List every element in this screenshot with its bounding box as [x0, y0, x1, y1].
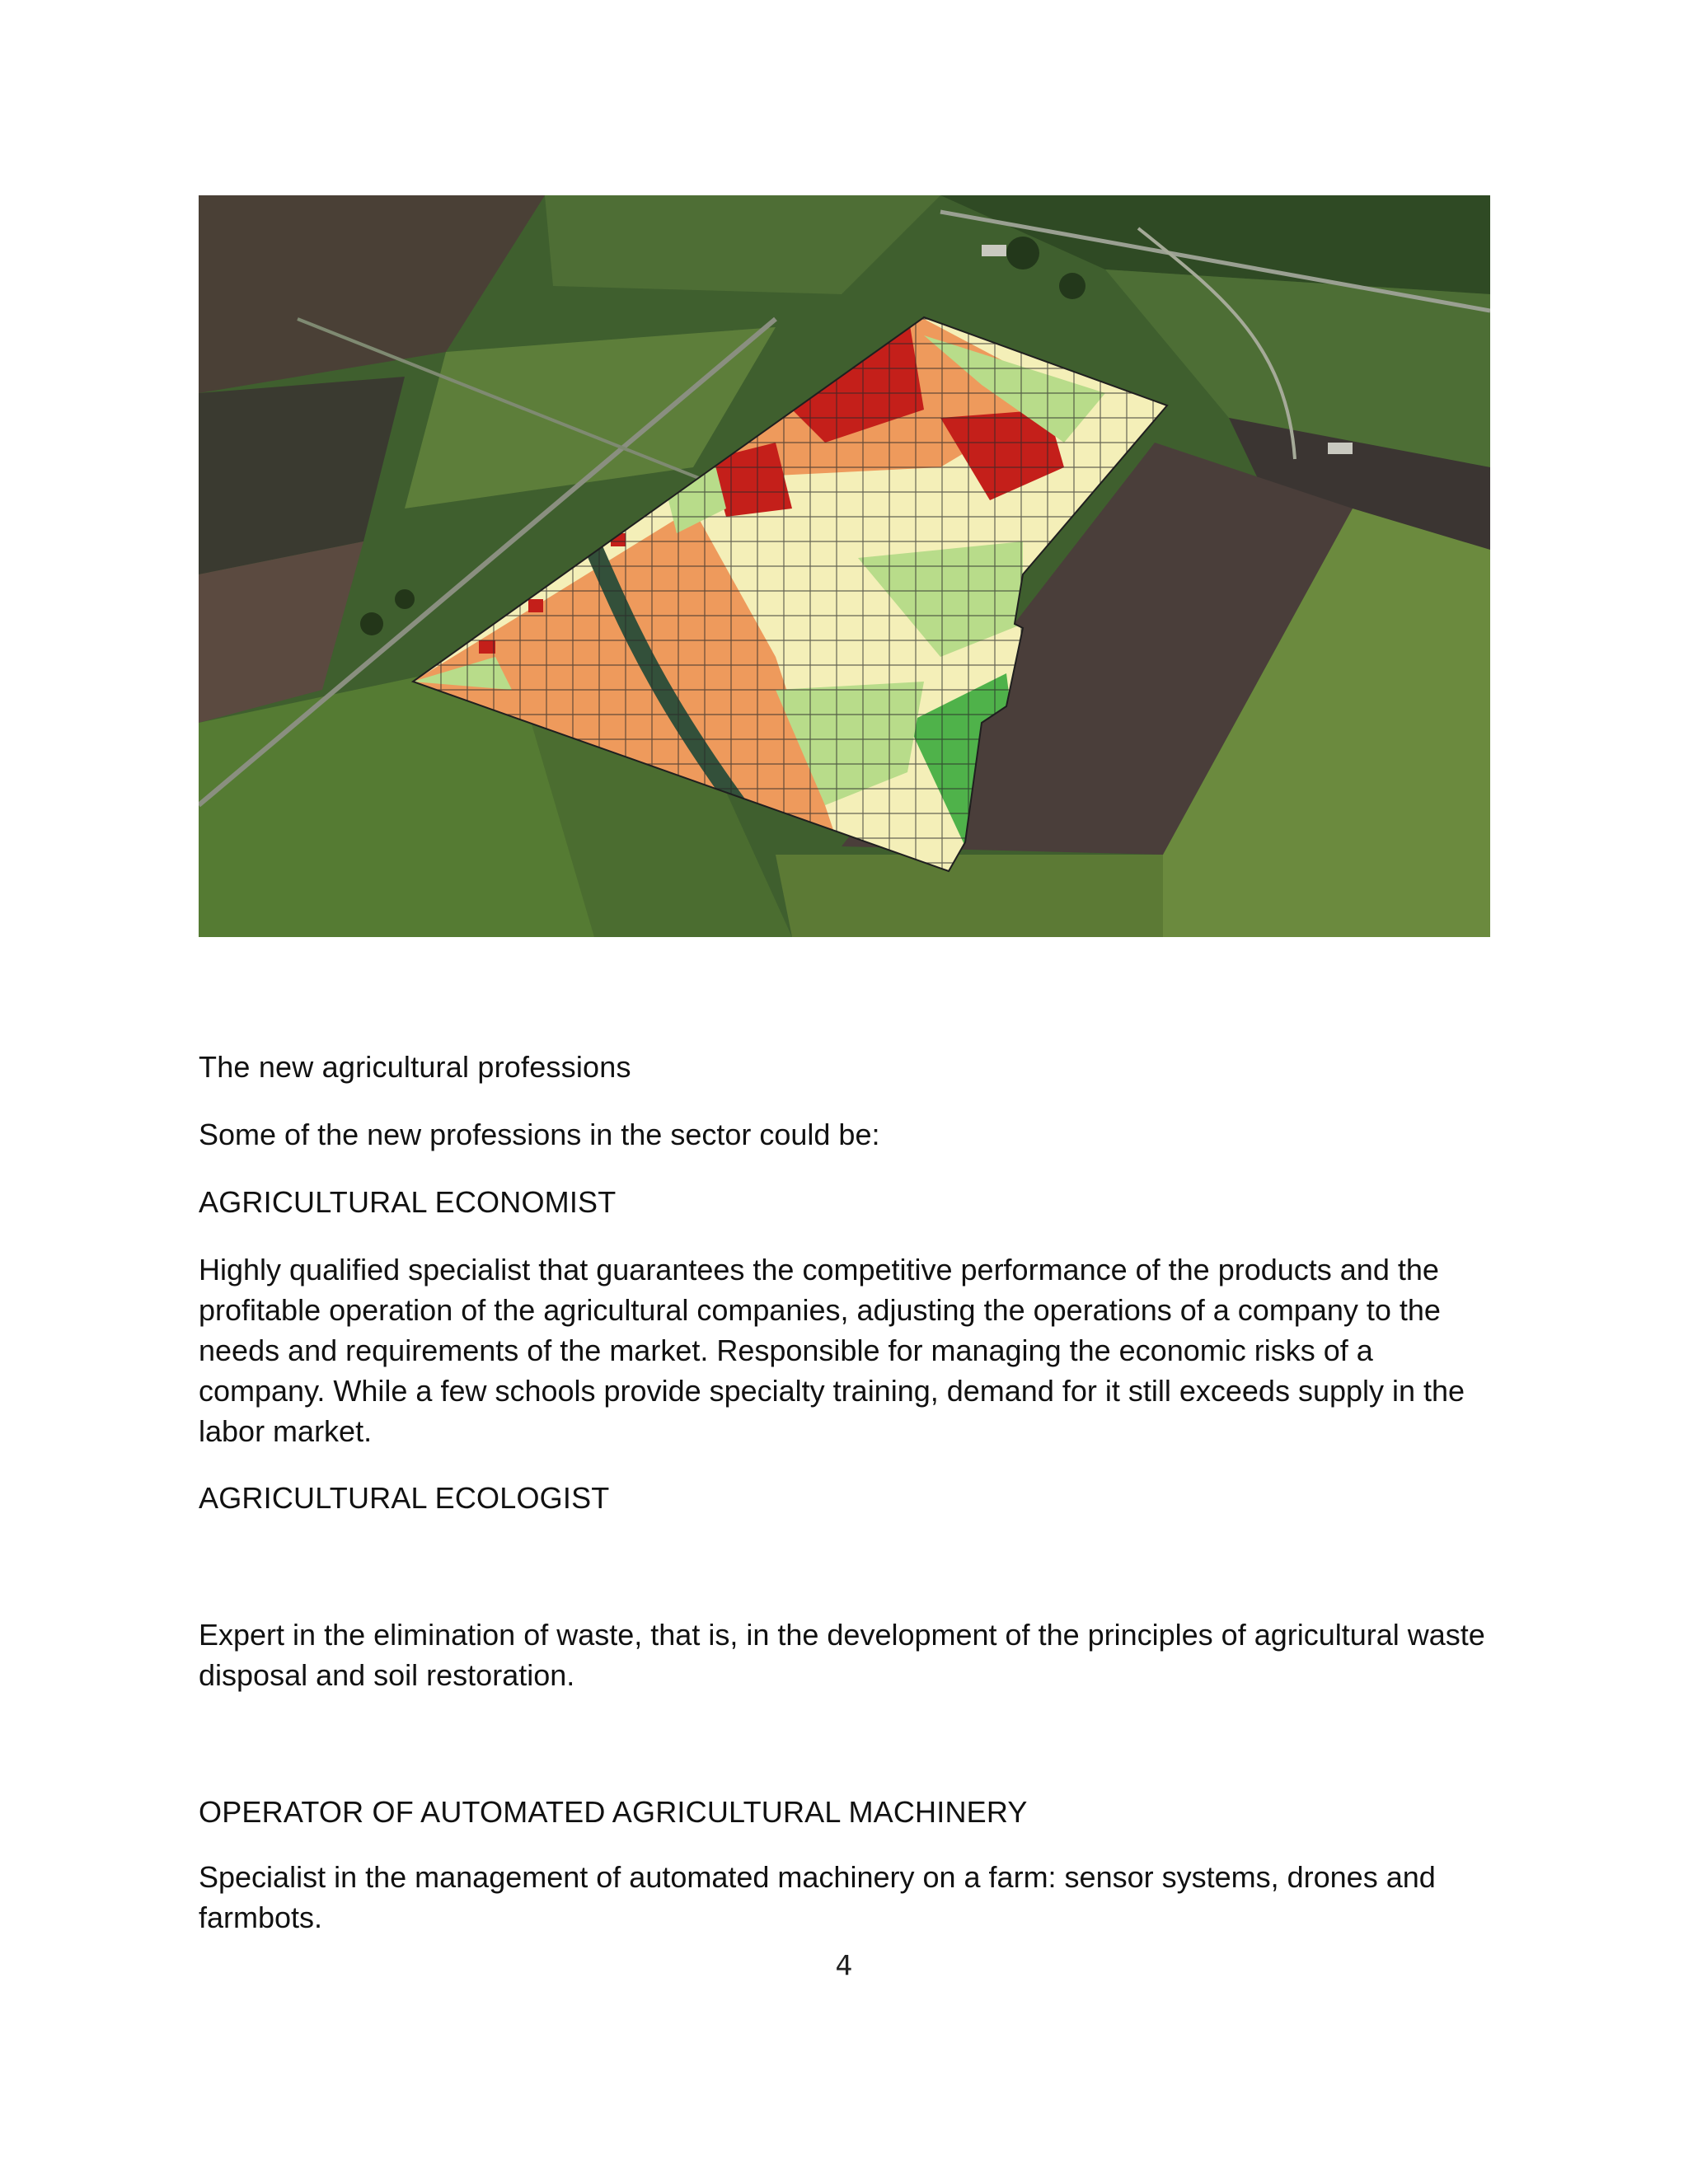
aerial-field-yield-map-image — [199, 195, 1490, 937]
intro-text: Some of the new professions in the sector could be: — [199, 1118, 880, 1151]
profession-description-economist: Highly qualified specialist that guarantees the competitive performance of the products and the profitable operation of the agricultural companies, adjusting the operations of a company to the needs and requirements of the market. Responsible for managing the economic risks of a company. While a few schools provide specialty training, demand for it still exceeds supply in the labor market. — [199, 1253, 1465, 1448]
profession-description-machinery-operator: Specialist in the management of automated machinery on a farm: sensor systems, drones and farmbots. — [199, 1860, 1436, 1934]
profession-title-economist: AGRICULTURAL ECONOMIST — [199, 1185, 617, 1219]
profession-title-machinery-operator: OPERATOR OF AUTOMATED AGRICULTURAL MACHINERY — [199, 1795, 1028, 1829]
profession-title-ecologist: AGRICULTURAL ECOLOGIST — [199, 1481, 610, 1515]
page-number: 4 — [835, 1949, 853, 1981]
profession-description-ecologist: Expert in the elimination of waste, that is, in the development of the principles of agricultural waste disposal and soil restoration. — [199, 1618, 1485, 1692]
section-title: The new agricultural professions — [199, 1050, 631, 1084]
